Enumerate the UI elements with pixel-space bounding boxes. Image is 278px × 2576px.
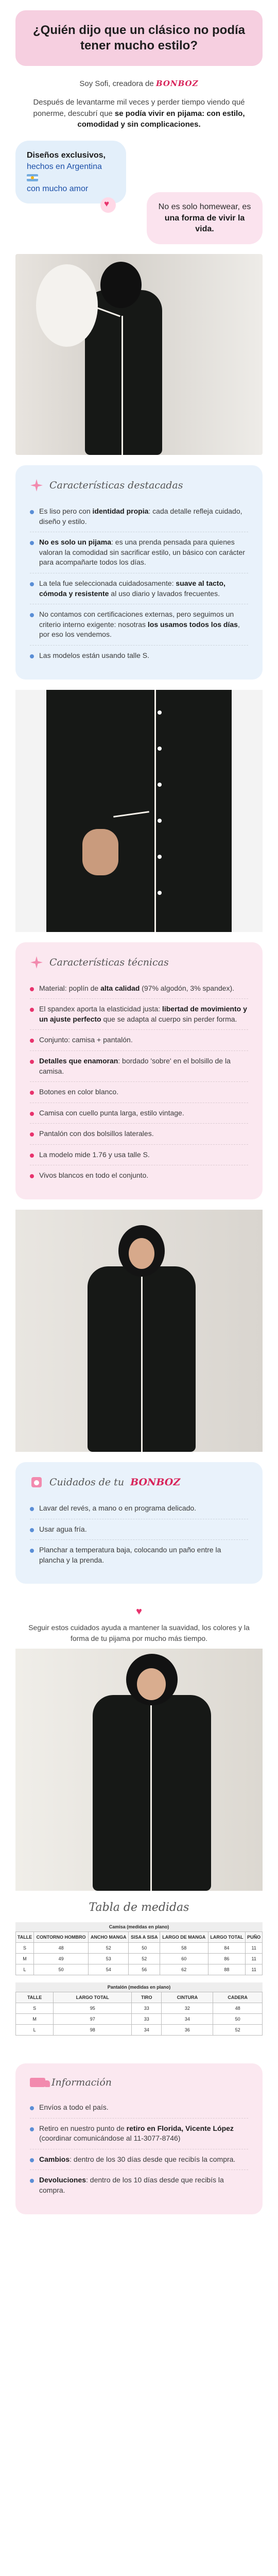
table-cell: 88: [208, 1964, 246, 1975]
tech-item: [30, 1165, 248, 1186]
table-header-row: [16, 1932, 263, 1943]
bullet-icon: [30, 613, 34, 617]
tech-item: [30, 998, 248, 1029]
bullet-icon: [30, 1507, 34, 1511]
care-text: Usar agua fría.: [39, 1524, 87, 1533]
care-note-text: Seguir estos cuidados ayuda a mantener la suavidad, los colores y la forma de tu pijama por mucho más tiempo.: [28, 1623, 250, 1642]
features-title-text: Características destacadas: [49, 480, 183, 491]
tech-item: [30, 1050, 248, 1081]
shipping-text: (coordinar comunicándose al 11-3077-8746): [39, 2134, 181, 2143]
table-cell: 52: [213, 2025, 263, 2036]
brand-logo-text: BONBOZ: [130, 1477, 181, 1488]
bubble-text: Diseños exclusivos,: [27, 151, 106, 160]
tech-item: [30, 1103, 248, 1124]
argentina-flag-icon: [27, 174, 38, 181]
tech-panel: [15, 942, 263, 1200]
column-header: LARGO TOTAL: [208, 1932, 246, 1943]
features-panel: [15, 465, 263, 680]
feature-bold: No es solo un pijama: [39, 538, 112, 547]
table-cell: 53: [89, 1954, 129, 1964]
column-header: ANCHO MANGA: [89, 1932, 129, 1943]
table-cell: 34: [162, 2014, 213, 2025]
table-row: [16, 2003, 263, 2014]
column-header: CONTORNO HOMBRO: [34, 1932, 89, 1943]
sparkle-icon: [30, 479, 43, 492]
tech-item: [30, 978, 248, 999]
product-photo-2: [15, 690, 263, 932]
column-header: TALLE: [16, 1992, 54, 2003]
hero-title: ¿Quién dijo que un clásico no podía tener mucho estilo?: [32, 23, 246, 53]
brand-logo-text: BONBOZ: [155, 79, 199, 88]
care-item: [30, 1519, 248, 1540]
table-header-row: [16, 1992, 263, 2003]
feature-text: , por eso los vendemos.: [39, 620, 240, 639]
column-header: LARGO TOTAL: [54, 1992, 132, 2003]
care-note: [0, 1594, 278, 1649]
intro-text: Después de levantarme mil veces y perder tiempo viendo qué ponerme, descubrí que: [33, 97, 245, 118]
bubble-text: con mucho amor: [27, 184, 89, 193]
table-cell: 34: [132, 2025, 162, 2036]
size-table-title: Tabla de medidas: [89, 1901, 189, 1914]
care-title-text: Cuidados de tu: [49, 1477, 125, 1488]
table-cell: 52: [89, 1943, 129, 1954]
feature-item: [30, 604, 248, 645]
bullet-icon: [30, 1132, 34, 1137]
bullet-icon: [30, 510, 34, 514]
table-cell: 56: [129, 1964, 160, 1975]
feature-bold: los usamos todos los días: [147, 620, 238, 629]
bullet-icon: [30, 2158, 34, 2162]
tech-item: [30, 1144, 248, 1165]
shipping-bold: Cambios: [39, 2155, 70, 2163]
heart-icon: [100, 197, 116, 213]
bullet-icon: [30, 1008, 34, 1012]
signature-text: Soy Sofi, creadora de: [79, 79, 154, 88]
care-panel: [15, 1462, 263, 1584]
shirt-table-caption: Camisa (medidas en plano): [15, 1922, 263, 1931]
shipping-text: Envíos a todo el país.: [39, 2103, 109, 2112]
bullet-icon: [30, 1112, 34, 1116]
shipping-item: [30, 2170, 248, 2200]
feature-item: [30, 532, 248, 573]
column-header: SISA A SISA: [129, 1932, 160, 1943]
intro-text-bold: se podía vivir en pijama: con estilo, comodidad y sin complicaciones.: [77, 109, 245, 129]
table-cell: 84: [208, 1943, 246, 1954]
shipping-text: Retiro en nuestro punto de: [39, 2124, 125, 2132]
column-header: CINTURA: [162, 1992, 213, 2003]
pants-table-caption: Pantalón (medidas en plano): [15, 1982, 263, 1992]
table-cell: M: [16, 2014, 54, 2025]
table-cell: L: [16, 1964, 34, 1975]
feature-text: No contamos con certificaciones externas, pero seguimos un criterio interno exigente: nosotras: [39, 610, 234, 629]
shipping-title: [30, 2077, 248, 2088]
tech-text: Material: poplín de: [39, 984, 99, 992]
tech-text: Vivos blancos en todo el conjunto.: [39, 1171, 149, 1180]
shipping-item: [30, 2118, 248, 2149]
tech-item: [30, 1081, 248, 1103]
tech-title-text: Características técnicas: [49, 956, 169, 968]
column-header: TIRO: [132, 1992, 162, 2003]
bullet-icon: [30, 1091, 34, 1095]
shipping-item: [30, 2097, 248, 2118]
bullet-icon: [30, 2179, 34, 2183]
sparkle-icon: [30, 956, 43, 969]
feature-text: : cada detalle refleja cuidado, diseño y estilo.: [39, 507, 242, 526]
feature-item: [30, 645, 248, 666]
column-header: PUÑO: [246, 1932, 263, 1943]
shipping-bold: Devoluciones: [39, 2176, 86, 2184]
care-text: Lavar del revés, a mano o en programa delicado.: [39, 1504, 197, 1513]
table-cell: 97: [54, 2014, 132, 2025]
table-cell: 33: [132, 2003, 162, 2014]
table-cell: 95: [54, 2003, 132, 2014]
table-row: [16, 2025, 263, 2036]
table-cell: 54: [89, 1964, 129, 1975]
bubble-lifestyle: [147, 192, 263, 244]
feature-text: Las modelos están usando talle S.: [39, 651, 150, 659]
shipping-bold: retiro en Florida, Vicente López: [126, 2124, 234, 2132]
table-cell: M: [16, 1954, 34, 1964]
bullet-icon: [30, 1174, 34, 1178]
table-cell: 49: [34, 1954, 89, 1964]
table-cell: 48: [213, 2003, 263, 2014]
tech-item: [30, 1029, 248, 1050]
tech-bold: Detalles que enamoran: [39, 1056, 118, 1065]
bullet-icon: [30, 987, 34, 991]
bubble-text-bold: una forma de vivir la vida.: [164, 213, 245, 234]
column-header: CADERA: [213, 1992, 263, 2003]
table-cell: 60: [160, 1954, 208, 1964]
table-row: [16, 2014, 263, 2025]
bubble-text: hechos en Argentina: [27, 162, 102, 171]
truck-icon: [30, 2078, 45, 2087]
intro-paragraph: [21, 97, 257, 130]
product-photo-4: [15, 1649, 263, 1891]
care-item: [30, 1498, 248, 1519]
bubble-row: [0, 135, 278, 254]
features-title: [30, 479, 248, 492]
table-cell: 62: [160, 1964, 208, 1975]
washing-icon: [30, 1476, 43, 1489]
table-cell: L: [16, 2025, 54, 2036]
tech-title: [30, 956, 248, 969]
intro-section: [0, 66, 278, 135]
bullet-icon: [30, 2127, 34, 2131]
hero-banner: [15, 10, 263, 66]
size-section: [0, 1891, 278, 2053]
table-row: [16, 1954, 263, 1964]
shipping-text: : dentro de los 10 días desde que recibís la compra.: [39, 2176, 224, 2194]
bullet-icon: [30, 1060, 34, 1064]
care-text: Planchar a temperatura baja, colocando un paño entre la plancha y la prenda.: [39, 1546, 221, 1564]
column-header: LARGO DE MANGA: [160, 1932, 208, 1943]
shipping-item: [30, 2149, 248, 2170]
tech-text: Camisa con cuello punta larga, estilo vintage.: [39, 1108, 184, 1117]
shipping-text: : dentro de los 30 días desde que recibís la compra.: [70, 2155, 236, 2163]
feature-text: Es liso pero con: [39, 507, 91, 515]
product-description-page: [0, 10, 278, 2214]
care-title: [30, 1476, 248, 1489]
feature-text: : es una prenda pensada para quienes valoran la comodidad sin sacrificar estilo, un básico con carácter para acompañarte todos los días.: [39, 538, 245, 567]
bullet-icon: [30, 654, 34, 658]
table-cell: 50: [34, 1964, 89, 1975]
table-row: [16, 1943, 263, 1954]
tech-text: (97% algodón, 3% spandex).: [140, 984, 235, 992]
care-item: [30, 1539, 248, 1570]
table-cell: 36: [162, 2025, 213, 2036]
tech-text: Pantalón con dos bolsillos laterales.: [39, 1129, 154, 1138]
tech-text: Botones en color blanco.: [39, 1088, 119, 1096]
shirt-size-table: [15, 1922, 263, 1975]
product-photo-1: [15, 254, 263, 455]
feature-item: [30, 573, 248, 604]
feature-bold: suave al tacto, cómoda y resistente: [39, 579, 225, 598]
tech-item: [30, 1123, 248, 1144]
table-cell: 86: [208, 1954, 246, 1964]
intro-signature: [21, 78, 257, 90]
table-cell: S: [16, 2003, 54, 2014]
column-header: TALLE: [16, 1932, 34, 1943]
bullet-icon: [30, 1528, 34, 1532]
feature-item: [30, 501, 248, 532]
feature-bold: identidad propia: [92, 507, 149, 515]
shipping-panel: [15, 2063, 263, 2214]
pants-size-table: [15, 1982, 263, 2036]
tech-text: El spandex aporta la elasticidad justa:: [39, 1005, 161, 1013]
table-cell: 52: [129, 1954, 160, 1964]
feature-text: al uso diario y lavados frecuentes.: [109, 589, 220, 598]
table-cell: 32: [162, 2003, 213, 2014]
bullet-icon: [30, 541, 34, 545]
tech-text: que se adapta al cuerpo sin perder forma.: [101, 1014, 237, 1023]
feature-text: La tela fue seleccionada cuidadosamente:: [39, 579, 174, 587]
table-cell: 11: [246, 1943, 263, 1954]
product-photo-3: [15, 1210, 263, 1452]
table-cell: S: [16, 1943, 34, 1954]
table-cell: 50: [213, 2014, 263, 2025]
table-cell: 58: [160, 1943, 208, 1954]
table-cell: 50: [129, 1943, 160, 1954]
table-cell: 11: [246, 1964, 263, 1975]
bullet-icon: [30, 1039, 34, 1043]
bullet-icon: [30, 582, 34, 586]
shipping-title-text: Información: [51, 2077, 112, 2089]
bullet-icon: [30, 1549, 34, 1553]
table-row: [16, 1964, 263, 1975]
table-cell: 11: [246, 1954, 263, 1964]
tech-text: La modelo mide 1.76 y usa talle S.: [39, 1150, 150, 1159]
tech-bold: libertad de movimiento y un ajuste perfecto: [39, 1005, 247, 1023]
table-cell: 48: [34, 1943, 89, 1954]
bubble-exclusive-designs: [15, 141, 126, 204]
tech-text: Conjunto: camisa + pantalón.: [39, 1036, 133, 1044]
table-cell: 98: [54, 2025, 132, 2036]
table-cell: 33: [132, 2014, 162, 2025]
tech-text: : bordado 'sobre' en el bolsillo de la camisa.: [39, 1056, 231, 1075]
bubble-text: No es solo homewear, es: [158, 202, 251, 211]
heart-icon: ♥: [136, 1606, 142, 1618]
tech-bold: alta calidad: [100, 984, 140, 992]
bullet-icon: [30, 2106, 34, 2110]
bullet-icon: [30, 1154, 34, 1158]
